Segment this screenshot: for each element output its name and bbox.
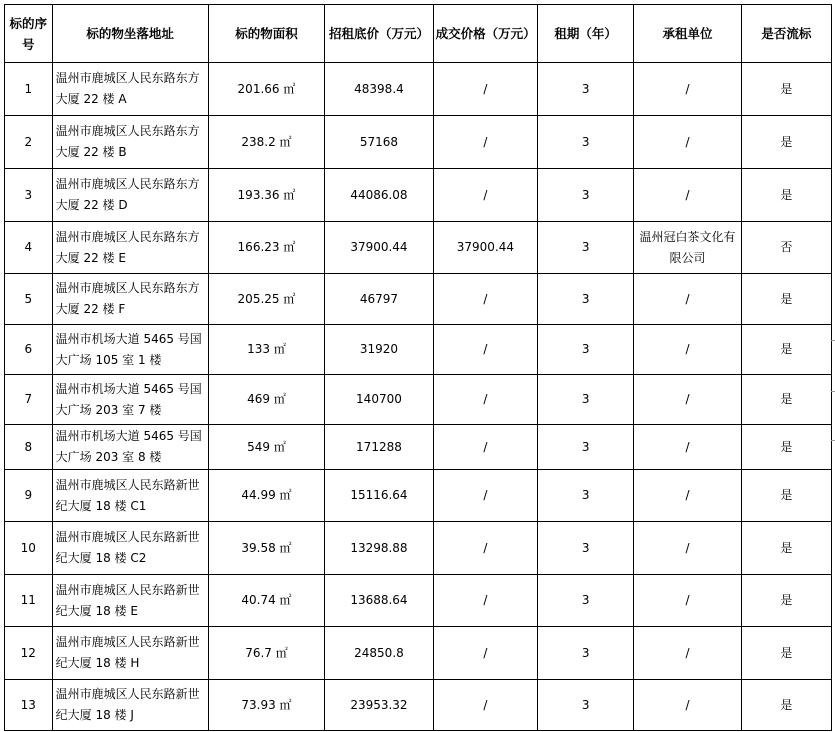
cell-lease-term: 3 bbox=[538, 63, 634, 116]
table-body bbox=[5, 63, 832, 731]
cell-lease-term: 3 bbox=[538, 425, 634, 470]
table-row bbox=[5, 575, 832, 627]
cell-reserve-price: 13688.64 bbox=[325, 575, 433, 627]
cell-address: 温州市鹿城区人民东路东方大厦 22 楼 F bbox=[52, 274, 208, 325]
cell-lot-number: 11 bbox=[5, 575, 53, 627]
cell-lot-number: 5 bbox=[5, 274, 53, 325]
cell-deal-price: / bbox=[433, 470, 537, 522]
cell-failed-auction: 是 bbox=[741, 63, 831, 116]
cell-deal-price: / bbox=[433, 63, 537, 116]
cell-deal-price: / bbox=[433, 274, 537, 325]
cell-reserve-price: 57168 bbox=[325, 116, 433, 169]
cell-area: 166.23 ㎡ bbox=[208, 222, 325, 274]
cell-failed-auction: 是 bbox=[741, 575, 831, 627]
table-row bbox=[5, 222, 832, 274]
cell-address: 温州市鹿城区人民东路新世纪大厦 18 楼 C1 bbox=[52, 470, 208, 522]
cell-failed-auction: 是 bbox=[741, 325, 831, 375]
cell-deal-price: / bbox=[433, 575, 537, 627]
table-row bbox=[5, 470, 832, 522]
cell-address: 温州市鹿城区人民东路东方大厦 22 楼 B bbox=[52, 116, 208, 169]
cell-failed-auction: 是 bbox=[741, 116, 831, 169]
cell-tenant: / bbox=[634, 425, 741, 470]
cell-deal-price: / bbox=[433, 116, 537, 169]
cell-tenant: / bbox=[634, 63, 741, 116]
cell-area: 44.99 ㎡ bbox=[208, 470, 325, 522]
cell-deal-price: / bbox=[433, 375, 537, 425]
cell-address: 温州市鹿城区人民东路新世纪大厦 18 楼 J bbox=[52, 680, 208, 731]
cell-lease-term: 3 bbox=[538, 325, 634, 375]
cell-area: 205.25 ㎡ bbox=[208, 274, 325, 325]
cell-reserve-price: 48398.4 bbox=[325, 63, 433, 116]
cell-tenant: / bbox=[634, 169, 741, 222]
cell-reserve-price: 46797 bbox=[325, 274, 433, 325]
cell-reserve-price: 23953.32 bbox=[325, 680, 433, 731]
page-edge-tick bbox=[831, 340, 835, 341]
table-row bbox=[5, 274, 832, 325]
cell-tenant: / bbox=[634, 325, 741, 375]
page-edge-tick bbox=[831, 391, 835, 392]
table-row bbox=[5, 627, 832, 680]
header-reserve-price: 招租底价（万元） bbox=[325, 5, 433, 63]
cell-area: 193.36 ㎡ bbox=[208, 169, 325, 222]
cell-reserve-price: 171288 bbox=[325, 425, 433, 470]
table-row bbox=[5, 325, 832, 375]
cell-lease-term: 3 bbox=[538, 274, 634, 325]
table-row bbox=[5, 116, 832, 169]
header-lot-number: 标的序号 bbox=[5, 5, 53, 63]
cell-lot-number: 12 bbox=[5, 627, 53, 680]
cell-lot-number: 13 bbox=[5, 680, 53, 731]
cell-failed-auction: 是 bbox=[741, 470, 831, 522]
cell-lot-number: 1 bbox=[5, 63, 53, 116]
cell-area: 238.2 ㎡ bbox=[208, 116, 325, 169]
cell-area: 133 ㎡ bbox=[208, 325, 325, 375]
cell-area: 76.7 ㎡ bbox=[208, 627, 325, 680]
cell-tenant: 温州冠白茶文化有限公司 bbox=[634, 222, 741, 274]
cell-reserve-price: 44086.08 bbox=[325, 169, 433, 222]
cell-failed-auction: 是 bbox=[741, 274, 831, 325]
cell-lease-term: 3 bbox=[538, 680, 634, 731]
cell-failed-auction: 否 bbox=[741, 222, 831, 274]
cell-tenant: / bbox=[634, 375, 741, 425]
cell-tenant: / bbox=[634, 627, 741, 680]
table-row bbox=[5, 63, 832, 116]
cell-failed-auction: 是 bbox=[741, 425, 831, 470]
cell-address: 温州市机场大道 5465 号国大广场 203 室 8 楼 bbox=[52, 425, 208, 470]
cell-failed-auction: 是 bbox=[741, 522, 831, 575]
cell-area: 469 ㎡ bbox=[208, 375, 325, 425]
cell-area: 549 ㎡ bbox=[208, 425, 325, 470]
cell-reserve-price: 24850.8 bbox=[325, 627, 433, 680]
page-edge-tick bbox=[831, 440, 835, 441]
table-row bbox=[5, 522, 832, 575]
cell-area: 40.74 ㎡ bbox=[208, 575, 325, 627]
cell-lease-term: 3 bbox=[538, 222, 634, 274]
cell-address: 温州市鹿城区人民东路东方大厦 22 楼 E bbox=[52, 222, 208, 274]
cell-lot-number: 2 bbox=[5, 116, 53, 169]
cell-reserve-price: 31920 bbox=[325, 325, 433, 375]
cell-address: 温州市鹿城区人民东路新世纪大厦 18 楼 E bbox=[52, 575, 208, 627]
cell-lease-term: 3 bbox=[538, 522, 634, 575]
cell-area: 39.58 ㎡ bbox=[208, 522, 325, 575]
table-row bbox=[5, 169, 832, 222]
header-lease-term: 租期（年） bbox=[538, 5, 634, 63]
lease-results-table bbox=[4, 4, 832, 731]
table-row bbox=[5, 425, 832, 470]
cell-tenant: / bbox=[634, 116, 741, 169]
cell-tenant: / bbox=[634, 470, 741, 522]
cell-address: 温州市鹿城区人民东路东方大厦 22 楼 A bbox=[52, 63, 208, 116]
cell-lease-term: 3 bbox=[538, 575, 634, 627]
cell-failed-auction: 是 bbox=[741, 680, 831, 731]
cell-failed-auction: 是 bbox=[741, 169, 831, 222]
cell-lease-term: 3 bbox=[538, 116, 634, 169]
cell-failed-auction: 是 bbox=[741, 375, 831, 425]
cell-lease-term: 3 bbox=[538, 470, 634, 522]
cell-lot-number: 8 bbox=[5, 425, 53, 470]
header-area: 标的物面积 bbox=[208, 5, 325, 63]
cell-lot-number: 9 bbox=[5, 470, 53, 522]
cell-reserve-price: 37900.44 bbox=[325, 222, 433, 274]
cell-lease-term: 3 bbox=[538, 169, 634, 222]
table-row bbox=[5, 375, 832, 425]
cell-tenant: / bbox=[634, 274, 741, 325]
table-row bbox=[5, 680, 832, 731]
cell-deal-price: / bbox=[433, 325, 537, 375]
cell-reserve-price: 15116.64 bbox=[325, 470, 433, 522]
table-header-row bbox=[5, 5, 832, 63]
cell-lot-number: 10 bbox=[5, 522, 53, 575]
cell-lot-number: 7 bbox=[5, 375, 53, 425]
cell-deal-price: / bbox=[433, 627, 537, 680]
cell-address: 温州市机场大道 5465 号国大广场 105 室 1 楼 bbox=[52, 325, 208, 375]
cell-deal-price: 37900.44 bbox=[433, 222, 537, 274]
header-failed-auction: 是否流标 bbox=[741, 5, 831, 63]
cell-address: 温州市鹿城区人民东路新世纪大厦 18 楼 C2 bbox=[52, 522, 208, 575]
header-deal-price: 成交价格（万元） bbox=[433, 5, 537, 63]
header-tenant: 承租单位 bbox=[634, 5, 741, 63]
cell-address: 温州市鹿城区人民东路东方大厦 22 楼 D bbox=[52, 169, 208, 222]
cell-address: 温州市机场大道 5465 号国大广场 203 室 7 楼 bbox=[52, 375, 208, 425]
cell-lot-number: 4 bbox=[5, 222, 53, 274]
cell-deal-price: / bbox=[433, 169, 537, 222]
cell-tenant: / bbox=[634, 680, 741, 731]
cell-reserve-price: 140700 bbox=[325, 375, 433, 425]
cell-deal-price: / bbox=[433, 680, 537, 731]
cell-area: 201.66 ㎡ bbox=[208, 63, 325, 116]
cell-lease-term: 3 bbox=[538, 627, 634, 680]
cell-failed-auction: 是 bbox=[741, 627, 831, 680]
cell-deal-price: / bbox=[433, 522, 537, 575]
cell-reserve-price: 13298.88 bbox=[325, 522, 433, 575]
cell-tenant: / bbox=[634, 575, 741, 627]
cell-lot-number: 3 bbox=[5, 169, 53, 222]
cell-area: 73.93 ㎡ bbox=[208, 680, 325, 731]
cell-deal-price: / bbox=[433, 425, 537, 470]
header-address: 标的物坐落地址 bbox=[52, 5, 208, 63]
cell-lot-number: 6 bbox=[5, 325, 53, 375]
cell-tenant: / bbox=[634, 522, 741, 575]
cell-lease-term: 3 bbox=[538, 375, 634, 425]
cell-address: 温州市鹿城区人民东路新世纪大厦 18 楼 H bbox=[52, 627, 208, 680]
